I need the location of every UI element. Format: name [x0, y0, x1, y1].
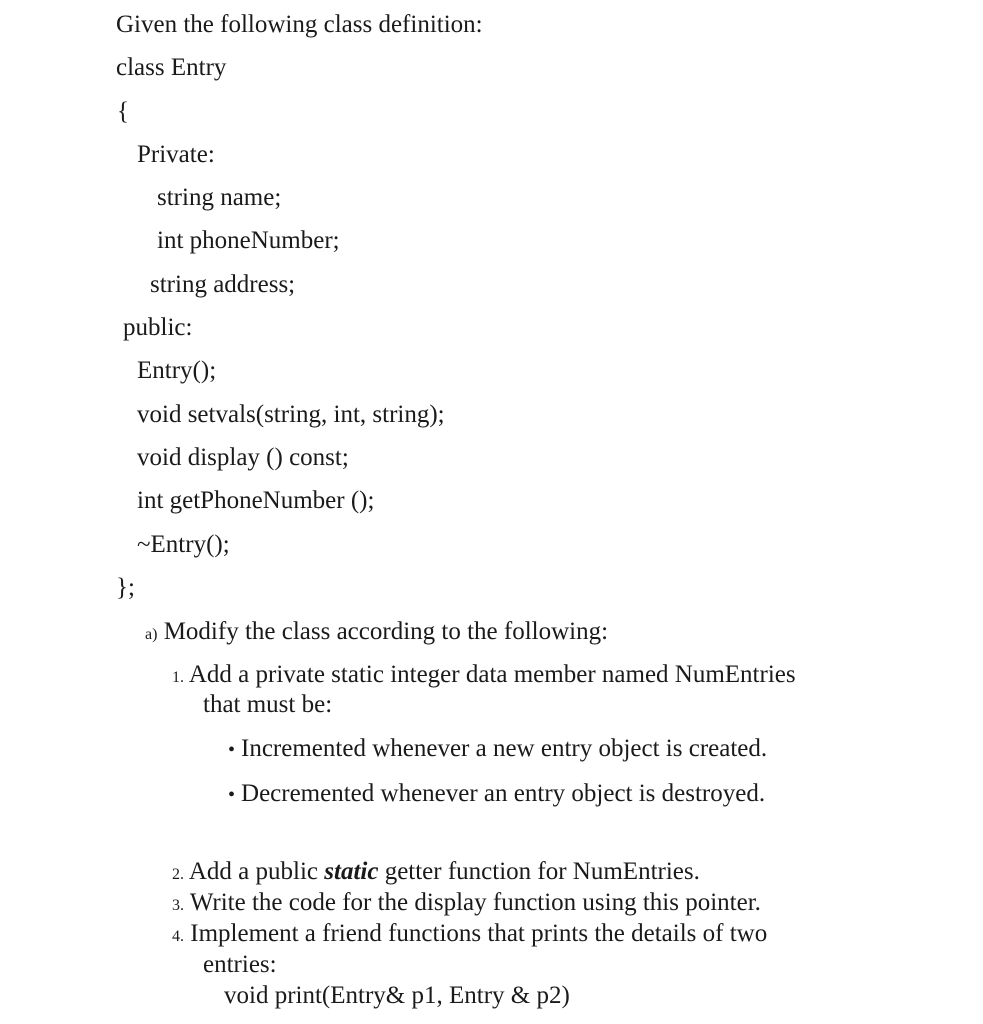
item-2-post: getter function for NumEntries. [378, 858, 700, 885]
class-open-brace: { [117, 98, 129, 125]
item-3 [172, 888, 761, 921]
private-member-name: string name; [157, 184, 282, 211]
class-close-brace: }; [116, 574, 135, 601]
private-member-address: string address; [150, 271, 296, 298]
item-4-line-1 [172, 919, 767, 952]
item-3-number: 3. [172, 897, 184, 914]
bullet-item [228, 734, 767, 765]
public-member-getphone: int getPhoneNumber (); [137, 487, 375, 514]
public-member-display: void display () const; [137, 444, 349, 471]
question-text: Modify the class according to the following: [163, 618, 609, 645]
bullet-dot: • [228, 784, 236, 806]
question-marker: a) [145, 626, 158, 643]
bullet-text: Decremented whenever an entry object is destroyed. [241, 780, 766, 807]
item-1-text: Add a private static integer data member named NumEntries [188, 661, 796, 688]
item-2-emphasis: static [324, 858, 379, 885]
item-4-line-2: entries: [203, 951, 277, 978]
item-4-text: Implement a friend functions that prints the details of two [190, 920, 768, 947]
public-member-setvals: void setvals(string, int, string); [137, 401, 445, 428]
item-1-line-2: that must be: [203, 691, 333, 718]
item-1-line-1 [172, 660, 796, 693]
item-2-pre: Add a public [188, 858, 325, 885]
item-2 [172, 857, 700, 890]
item-3-text: Write the code for the display function using this pointer. [189, 889, 761, 916]
item-2-number: 2. [172, 866, 184, 883]
bullet-item [228, 779, 765, 810]
class-declaration: class Entry [116, 54, 227, 81]
intro-text: Given the following class definition: [116, 11, 483, 38]
bullet-text: Incremented whenever a new entry object is created. [241, 735, 768, 762]
public-label: public: [123, 314, 193, 341]
question-a [145, 617, 608, 650]
bullet-dot: • [228, 739, 236, 761]
private-member-phone: int phoneNumber; [157, 227, 340, 254]
item-4-code: void print(Entry& p1, Entry & p2) [224, 982, 570, 1009]
item-1-number: 1. [172, 669, 184, 686]
private-label: Private: [137, 141, 215, 168]
item-4-number: 4. [172, 928, 184, 945]
public-member-destructor: ~Entry(); [137, 531, 230, 558]
public-member-constructor: Entry(); [137, 357, 217, 384]
